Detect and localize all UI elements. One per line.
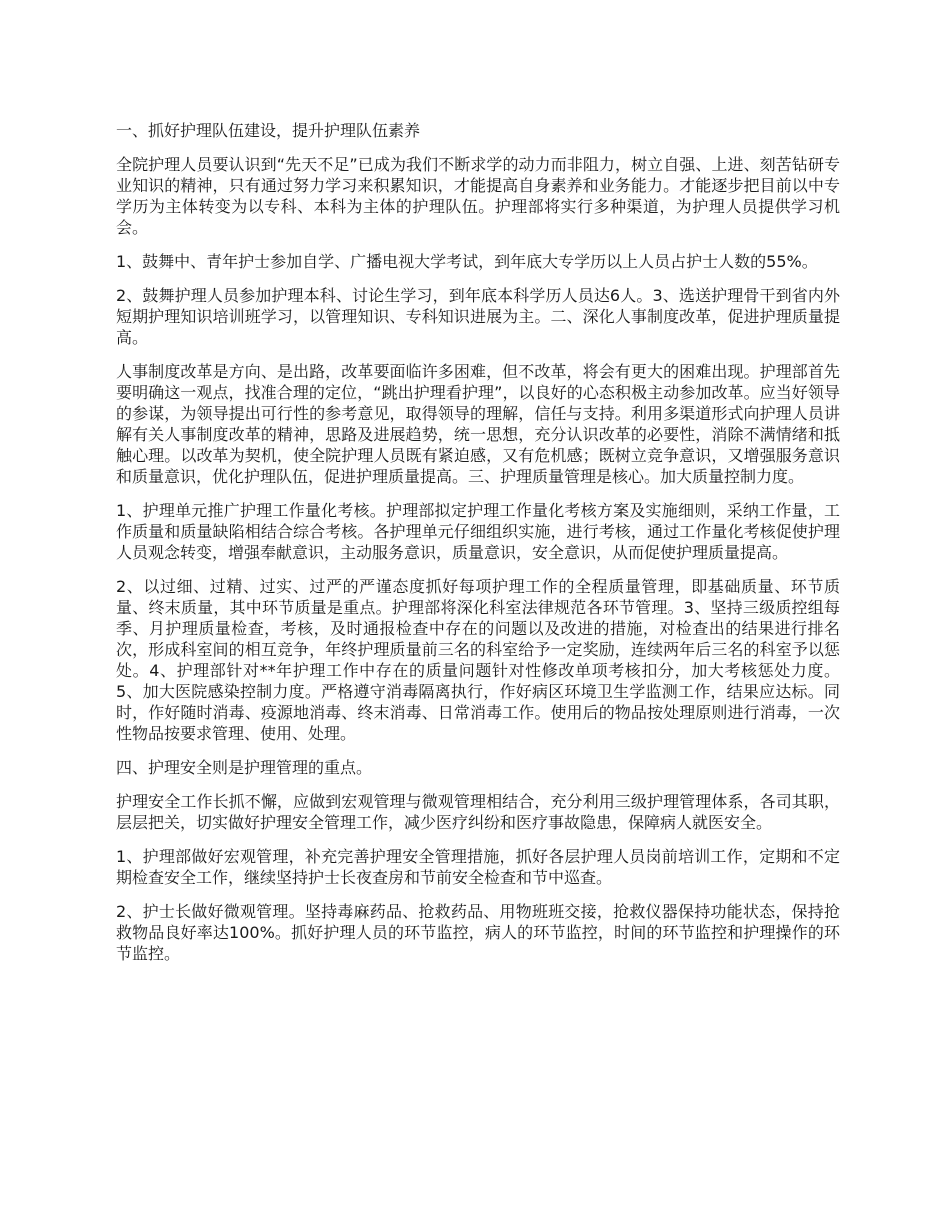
paragraph: 1、护理部做好宏观管理，补充完善护理安全管理措施，抓好各层护理人员岗前培训工作，定期和不定期检查安全工作，继续坚持护士长夜查房和节前安全检查和节中巡查。 [116, 847, 840, 887]
section-heading-1: 一、抓好护理队伍建设，提升护理队伍素养 [116, 121, 421, 140]
document-body [116, 120, 840, 977]
paragraph: 1、鼓舞中、青年护士参加自学、广播电视大学考试，到年底大专学历以上人员占护士人数的55%。 [116, 252, 818, 271]
paragraph: 全院护理人员要认识到“先天不足”已成为我们不断求学的动力而非阻力，树立自强、上进、刻苦钻研专业知识的精神，只有通过努力学习来积累知识，才能提高自身素养和业务能力。才能逐步把目前以中专学历为主体转变为以专科、本科为主体的护理队伍。护理部将实行多种渠道，为护理人员提供学习机会。 [116, 155, 840, 237]
paragraph: 人事制度改革是方向、是出路，改革要面临许多困难，但不改革，将会有更大的困难出现。护理部首先要明确这一观点，找准合理的定位，“跳出护理看护理”，以良好的心态积极主动参加改革。应当好领导的参谋，为领导提出可行性的参考意见，取得领导的理解，信任与支持。利用多渠道形式向护理人员讲解有关人事制度改革的精神，思路及进展趋势，统一思想，充分认识改革的必要性，消除不满情绪和抵触心理。以改革为契机，使全院护理人员既有紧迫感，又有危机感；既树立竞争意识，又增强服务意识和质量意识，优化护理队伍，促进护理质量提高。三、护理质量管理是核心。加大质量控制力度。 [116, 362, 840, 486]
section-heading-4: 四、护理安全则是护理管理的重点。 [116, 758, 373, 777]
paragraph: 2、护士长做好微观管理。坚持毒麻药品、抢救药品、用物班班交接，抢救仪器保持功能状态，保持抢救物品良好率达100%。抓好护理人员的环节监控，病人的环节监控，时间的环节监控和护理操作的环节监控。 [116, 902, 840, 963]
paragraph: 2、鼓舞护理人员参加护理本科、讨论生学习，到年底本科学历人员达6人。3、选送护理骨干到省内外短期护理知识培训班学习，以管理知识、专科知识进展为主。二、深化人事制度改革，促进护理质量提高。 [116, 286, 840, 347]
paragraph: 2、以过细、过精、过实、过严的严谨态度抓好每项护理工作的全程质量管理，即基础质量、环节质量、终末质量，其中环节质量是重点。护理部将深化科室法律规范各环节管理。3、坚持三级质控组每季、月护理质量检查，考核，及时通报检查中存在的问题以及改进的措施，对检查出的结果进行排名次，形成科室间的相互竞争，年终护理质量前三名的科室给予一定奖励，连续两年后三名的科室予以惩处。4、护理部针对**年护理工作中存在的质量问题针对性修改单项考核扣分，加大考核惩处力度。5、加大医院感染控制力度。严格遵守消毒隔离执行，作好病区环境卫生学监测工作，结果应达标。同时，作好随时消毒、疫源地消毒、终末消毒、日常消毒工作。使用后的物品按处理原则进行消毒，一次性物品按要求管理、使用、处理。 [116, 577, 840, 743]
paragraph: 护理安全工作长抓不懈，应做到宏观管理与微观管理相结合，充分利用三级护理管理体系，各司其职，层层把关，切实做好护理安全管理工作，减少医疗纠纷和医疗事故隐患，保障病人就医安全。 [116, 792, 840, 832]
paragraph: 1、护理单元推广护理工作量化考核。护理部拟定护理工作量化考核方案及实施细则，采纳工作量，工作质量和质量缺陷相结合综合考核。各护理单元仔细组织实施，进行考核，通过工作量化考核促使护理人员观念转变，增强奉献意识，主动服务意识，质量意识，安全意识，从而促使护理质量提高。 [116, 501, 840, 562]
